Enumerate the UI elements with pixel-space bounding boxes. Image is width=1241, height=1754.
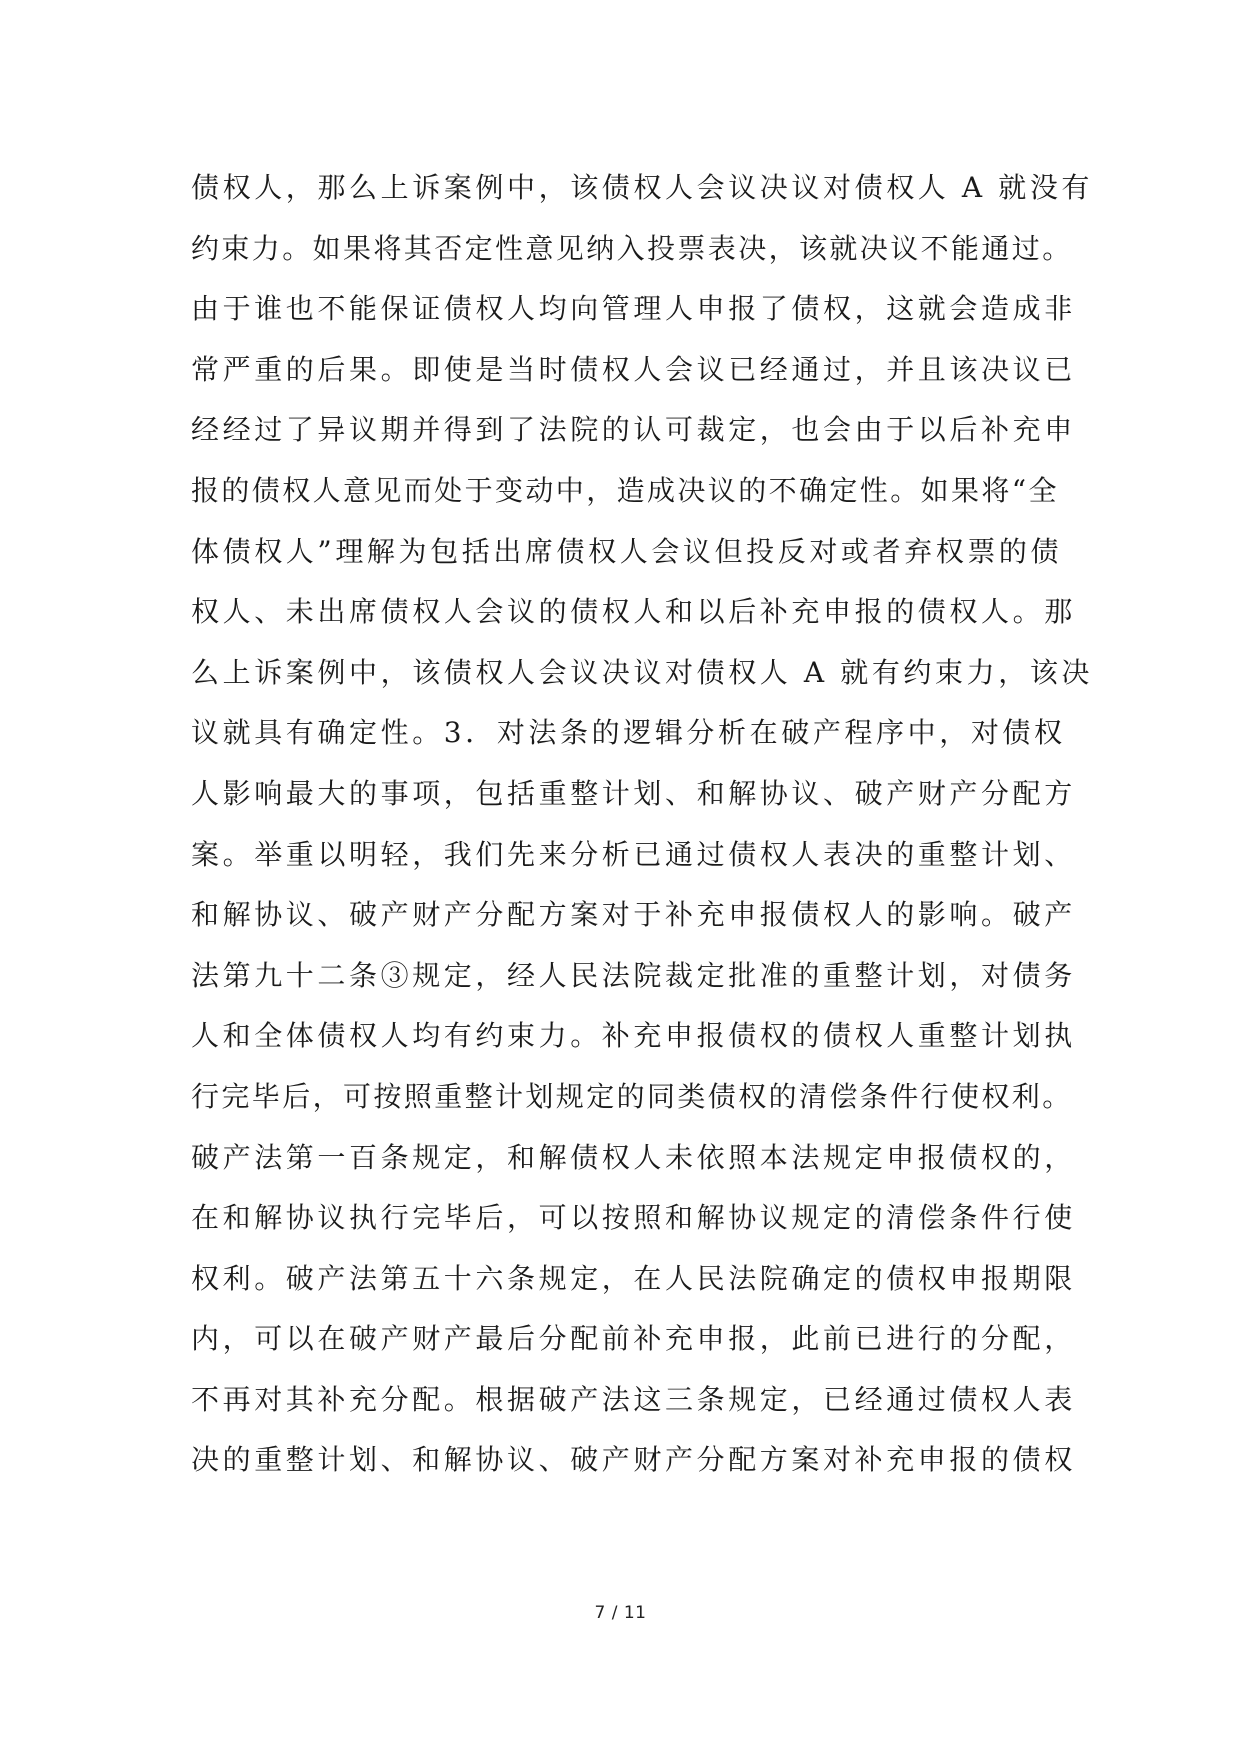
text-line: 人影响最大的事项，包括重整计划、和解协议、破产财产分配方 <box>191 776 1076 810</box>
text-line: 债权人，那么上诉案例中，该债权人会议决议对债权人 A 就没有 <box>191 171 1094 204</box>
text-line: 由于谁也不能保证债权人均向管理人申报了债权，这就会造成非 <box>191 292 1076 326</box>
text-line: 案。举重以明轻，我们先来分析已通过债权人表决的重整计划、 <box>191 837 1076 871</box>
text-line: 议就具有确定性。3．对法条的逻辑分析在破产程序中，对债权 <box>191 716 1066 750</box>
text-line: 么上诉案例中，该债权人会议决议对债权人 A 就有约束力，该决 <box>191 655 1094 689</box>
text-line: 体债权人”理解为包括出席债权人会议但投反对或者弃权票的债 <box>191 534 1063 568</box>
text-line: 报的债权人意见而处于变动中，造成决议的不确定性。如果将“全 <box>191 473 1059 507</box>
text-line: 人和全体债权人均有约束力。补充申报债权的债权人重整计划执 <box>191 1019 1076 1053</box>
text-line: 常严重的后果。即使是当时债权人会议已经通过，并且该决议已 <box>191 352 1076 386</box>
text-line: 在和解协议执行完毕后，可以按照和解协议规定的清偿条件行使 <box>191 1201 1076 1235</box>
text-line: 决的重整计划、和解协议、破产财产分配方案对补充申报的债权 <box>191 1443 1076 1477</box>
text-line: 权人、未出席债权人会议的债权人和以后补充申报的债权人。那 <box>191 595 1076 629</box>
text-line: 经经过了异议期并得到了法院的认可裁定，也会由于以后补充申 <box>191 413 1076 447</box>
text-line: 破产法第一百条规定，和解债权人未依照本法规定申报债权的， <box>191 1140 1076 1174</box>
page-number: 7 / 11 <box>594 1603 647 1623</box>
text-line: 法第九十二条③规定，经人民法院裁定批准的重整计划，对债务 <box>191 958 1076 992</box>
text-line: 权利。破产法第五十六条规定，在人民法院确定的债权申报期限 <box>191 1261 1076 1295</box>
text-line: 不再对其补充分配。根据破产法这三条规定，已经通过债权人表 <box>191 1382 1076 1416</box>
body-text <box>191 158 1094 1491</box>
text-line: 和解协议、破产财产分配方案对于补充申报债权人的影响。破产 <box>191 898 1076 932</box>
text-line: 约束力。如果将其否定性意见纳入投票表决，该就决议不能通过。 <box>191 231 1073 265</box>
text-line: 内，可以在破产财产最后分配前补充申报，此前已进行的分配， <box>191 1322 1076 1356</box>
text-line: 行完毕后，可按照重整计划规定的同类债权的清偿条件行使权利。 <box>191 1079 1073 1113</box>
